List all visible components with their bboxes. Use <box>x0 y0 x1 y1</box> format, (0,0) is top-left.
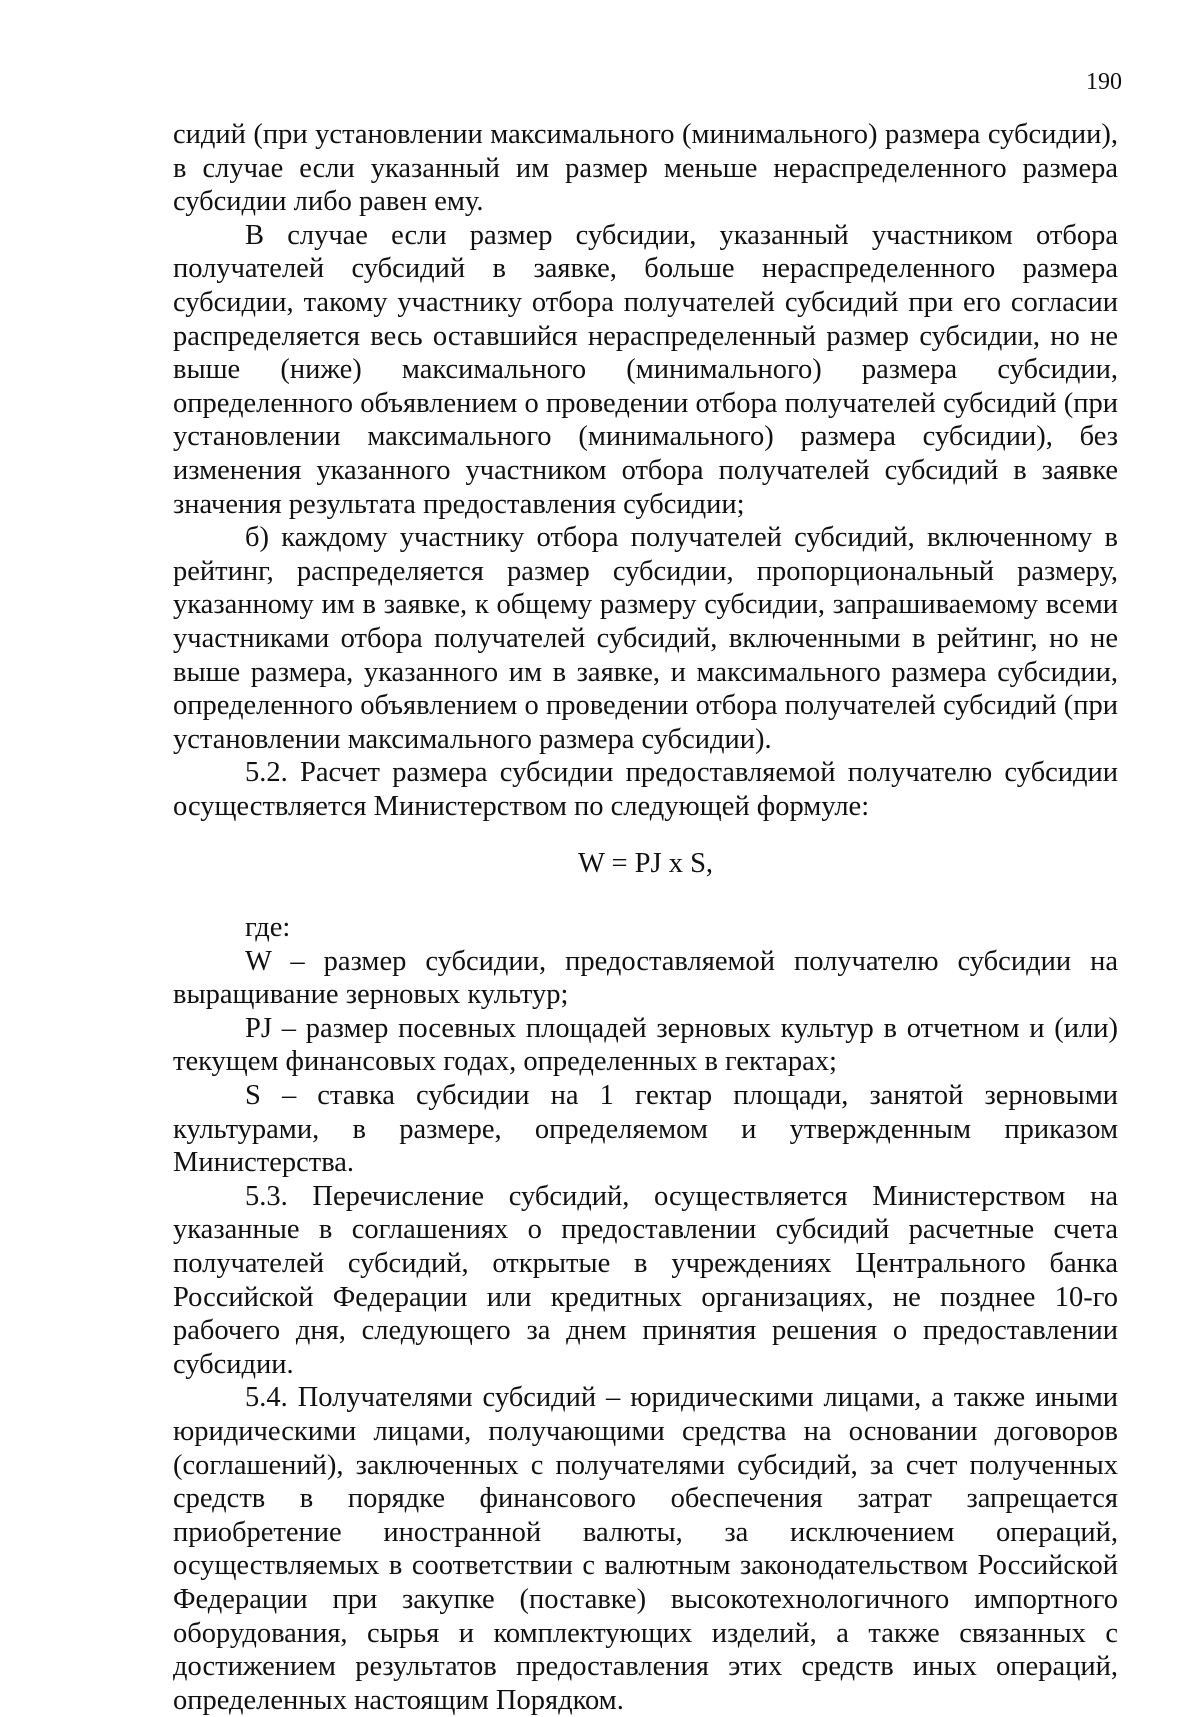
paragraph-5-3: 5.3. Перечисление субсидий, осуществляется Министерством на указанные в соглашениях о предоставлении субсидий расчетные счета получателей субсидий, открытые в учреждениях Центрального банка Российской Федерации или кредитных организациях, не позднее 10-го рабочего дня, следующего за днем принятия решения о предоставлении субсидии. <box>173 1180 1118 1380</box>
formula: W = PJ x S, <box>577 848 714 880</box>
definition-s: S – ставка субсидии на 1 гектар площади, занятой зерновыми культурами, в размере, определяемом и утвержденным приказом Министерства. <box>173 1080 1118 1179</box>
paragraph-continuation: сидий (при установлении максимального (минимального) размера субсидии), в случае если указанный им размер меньше нераспределенного размера субсидии либо равен ему. <box>173 119 1118 218</box>
paragraph-exceeding-case: В случае если размер субсидии, указанный участником отбора получателей субсидий в заявке, больше нераспределенного размера субсидии, такому участнику отбора получателей субсидий при его согласии распределяется весь оставшийся нераспределенный размер субсидии, но не выше (ниже) максимального (минимального) размера субсидии, определенного объявлением о проведении отбора получателей субсидий (при установлении максимального (минимального) размера субсидии), без изменения указанного участником отбора получателей субсидий в заявке значения результата предоставления субсидии; <box>173 219 1118 520</box>
paragraph-5-2: 5.2. Расчет размера субсидии предоставляемой получателю субсидии осуществляется Министерством по следующей формуле: <box>173 757 1118 822</box>
definition-pj: PJ – размер посевных площадей зерновых культур в отчетном и (или) текущем финансовых годах, определенных в гектарах; <box>173 1012 1118 1078</box>
page-number: 190 <box>1086 69 1122 95</box>
definition-w: W – размер субсидии, предоставляемой получателю субсидии на выращивание зерновых культур; <box>173 945 1118 1011</box>
where-label: где: <box>245 912 291 944</box>
paragraph-5-4: 5.4. Получателями субсидий – юридическими лицами, а также иными юридическими лицами, получающими средства на основании договоров (соглашений), заключенных с получателями субсидий, за счет полученных средств в порядке финансового обеспечения затрат запрещается приобретение иностранной валюты, за исключением операций, осуществляемых в соответствии с валютным законодательством Российской Федерации при закупке (поставке) высокотехнологичного импортного оборудования, сырья и комплектующих изделий, а также связанных с достижением результатов предоставления этих средств иных операций, определенных настоящим Порядком. <box>173 1382 1118 1716</box>
document-body <box>173 118 1118 1717</box>
paragraph-item-b: б) каждому участнику отбора получателей субсидий, включенному в рейтинг, распределяется размер субсидии, пропорциональный размеру, указанному им в заявке, к общему размеру субсидии, запрашиваемому всеми участниками отбора получателей субсидий, включенными в рейтинг, но не выше размера, указанного им в заявке, и максимального размера субсидии, определенного объявлением о проведении отбора получателей субсидий (при установлении максимального размера субсидии). <box>173 522 1118 755</box>
